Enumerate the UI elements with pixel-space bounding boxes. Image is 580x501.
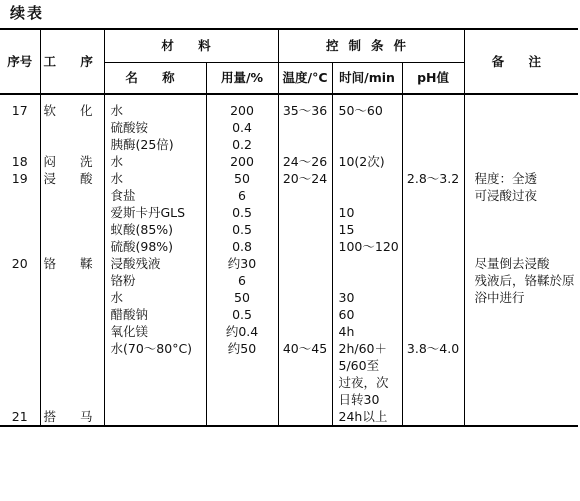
cell-seq (0, 357, 40, 374)
cell-dosage: 6 (206, 272, 278, 289)
process-table (0, 28, 578, 427)
cell-process (40, 238, 104, 255)
cell-ph (402, 408, 464, 426)
table-row (0, 323, 578, 340)
table-row (0, 408, 578, 426)
cell-note (464, 374, 578, 391)
cell-temperature (278, 119, 332, 136)
cell-dosage (206, 374, 278, 391)
cell-note (464, 102, 578, 119)
cell-time: 60 (332, 306, 402, 323)
cell-process (40, 306, 104, 323)
cell-material-name: 水 (104, 102, 206, 119)
cell-temperature (278, 238, 332, 255)
cell-material-name: 水 (104, 153, 206, 170)
cell-process (40, 374, 104, 391)
cell-seq (0, 238, 40, 255)
cell-process: 闷 洗 (40, 153, 104, 170)
cell-dosage: 约0.4 (206, 323, 278, 340)
cell-process (40, 136, 104, 153)
cell-temperature (278, 255, 332, 272)
cell-note: 可浸酸过夜 (464, 187, 578, 204)
cell-ph (402, 187, 464, 204)
cell-material-name: 爱斯卡丹GLS (104, 204, 206, 221)
header-name: 名 称 (104, 63, 206, 95)
cell-seq (0, 221, 40, 238)
cell-process: 搭 马 (40, 408, 104, 426)
cell-time: 10(2次) (332, 153, 402, 170)
cell-time (332, 119, 402, 136)
cell-material-name: 硫酸(98%) (104, 238, 206, 255)
cell-seq (0, 187, 40, 204)
cell-material-name: 硫酸铵 (104, 119, 206, 136)
header-time: 时间/min (332, 63, 402, 95)
cell-time: 24h以上 (332, 408, 402, 426)
cell-material-name: 水(70～80°C) (104, 340, 206, 357)
table-row (0, 255, 578, 272)
header-ph: pH值 (402, 63, 464, 95)
cell-process (40, 221, 104, 238)
cell-temperature (278, 408, 332, 426)
cell-time (332, 255, 402, 272)
cell-dosage: 约30 (206, 255, 278, 272)
cell-dosage: 200 (206, 102, 278, 119)
cell-dosage (206, 408, 278, 426)
cell-time: 过夜，次 (332, 374, 402, 391)
cell-note (464, 221, 578, 238)
cell-material-name: 铬粉 (104, 272, 206, 289)
cell-process (40, 391, 104, 408)
cell-dosage: 6 (206, 187, 278, 204)
cell-time: 50～60 (332, 102, 402, 119)
cell-temperature (278, 289, 332, 306)
cell-process: 铬 鞣 (40, 255, 104, 272)
cell-seq: 17 (11, 103, 28, 118)
cell-ph (402, 272, 464, 289)
cell-note (464, 119, 578, 136)
cell-dosage: 0.5 (206, 306, 278, 323)
cell-temperature: 40～45 (278, 340, 332, 357)
cell-ph (402, 357, 464, 374)
cell-dosage: 约50 (206, 340, 278, 357)
cell-material-name: 蚁酸(85%) (104, 221, 206, 238)
header-dosage: 用量/% (206, 63, 278, 95)
cell-ph (402, 153, 464, 170)
cell-process (40, 357, 104, 374)
cell-seq (0, 340, 40, 357)
cell-material-name: 水 (104, 170, 206, 187)
cell-dosage: 0.5 (206, 204, 278, 221)
cell-note (464, 306, 578, 323)
cell-ph (402, 391, 464, 408)
cell-ph: 3.8～4.0 (402, 340, 464, 357)
cell-ph (402, 136, 464, 153)
cell-process (40, 323, 104, 340)
cell-process: 浸 酸 (40, 170, 104, 187)
cell-dosage: 0.4 (206, 119, 278, 136)
cell-note (464, 340, 578, 357)
table-row (0, 136, 578, 153)
header-seq: 序号 (0, 29, 40, 94)
cell-time: 15 (332, 221, 402, 238)
cell-dosage: 0.2 (206, 136, 278, 153)
cell-ph (402, 374, 464, 391)
cell-seq (0, 391, 40, 408)
cell-ph (402, 119, 464, 136)
cell-material-name (104, 374, 206, 391)
cell-seq (0, 136, 40, 153)
cell-time (332, 170, 402, 187)
cell-note: 浴中进行 (464, 289, 578, 306)
table-row (0, 374, 578, 391)
cell-material-name: 醋酸钠 (104, 306, 206, 323)
table-row (0, 340, 578, 357)
cell-material-name: 浸酸残液 (104, 255, 206, 272)
cell-dosage: 50 (206, 289, 278, 306)
cell-material-name: 水 (104, 289, 206, 306)
cell-dosage: 50 (206, 170, 278, 187)
cell-temperature (278, 187, 332, 204)
cell-temperature: 24～26 (278, 153, 332, 170)
cell-dosage: 200 (206, 153, 278, 170)
table-row (0, 289, 578, 306)
table-row (0, 204, 578, 221)
cell-note (464, 238, 578, 255)
cell-note (464, 204, 578, 221)
cell-ph (402, 289, 464, 306)
cell-time: 4h (332, 323, 402, 340)
header-temp: 温度/°C (278, 63, 332, 95)
cell-time: 日转30 (332, 391, 402, 408)
cell-temperature (278, 357, 332, 374)
header-control: 控制条件 (278, 29, 464, 63)
table-row (0, 357, 578, 374)
cell-material-name: 氧化镁 (104, 323, 206, 340)
cell-seq (0, 374, 40, 391)
table-row (0, 221, 578, 238)
cell-time: 2h/60＋ (332, 340, 402, 357)
cell-process (40, 340, 104, 357)
cell-temperature (278, 204, 332, 221)
cell-dosage (206, 357, 278, 374)
cell-time: 30 (332, 289, 402, 306)
cell-seq (0, 204, 40, 221)
cell-ph (402, 323, 464, 340)
header-process: 工 序 (40, 29, 104, 94)
cell-time: 10 (332, 204, 402, 221)
cell-material-name (104, 408, 206, 426)
header-note: 备 注 (464, 29, 578, 94)
table-row (0, 119, 578, 136)
cell-seq: 19 (11, 171, 28, 186)
cell-temperature (278, 221, 332, 238)
cell-seq (0, 272, 40, 289)
cell-ph (402, 204, 464, 221)
header-materials: 材 料 (104, 29, 278, 63)
cell-temperature: 20～24 (278, 170, 332, 187)
cell-temperature (278, 306, 332, 323)
table-row (0, 391, 578, 408)
cell-note (464, 357, 578, 374)
cell-temperature (278, 323, 332, 340)
cell-ph (402, 221, 464, 238)
cell-temperature (278, 272, 332, 289)
cell-seq: 18 (11, 154, 28, 169)
cell-note (464, 408, 578, 426)
cell-process: 软 化 (40, 102, 104, 119)
cell-ph: 2.8～3.2 (402, 170, 464, 187)
cell-seq (0, 289, 40, 306)
cell-ph (402, 238, 464, 255)
cell-note (464, 323, 578, 340)
cell-temperature (278, 391, 332, 408)
cell-ph (402, 306, 464, 323)
cell-material-name: 胰酶(25倍) (104, 136, 206, 153)
cell-seq: 21 (0, 408, 40, 426)
table-row (0, 238, 578, 255)
cell-dosage: 0.8 (206, 238, 278, 255)
cell-time: 5/60至 (332, 357, 402, 374)
cell-seq: 20 (11, 256, 28, 271)
cell-process (40, 289, 104, 306)
table-row (0, 153, 578, 170)
cell-process (40, 272, 104, 289)
cell-process (40, 204, 104, 221)
cell-time: 100～120 (332, 238, 402, 255)
cell-note: 程度：全透 (464, 170, 578, 187)
cell-temperature (278, 374, 332, 391)
table-row (0, 306, 578, 323)
cell-temperature (278, 136, 332, 153)
cell-dosage: 0.5 (206, 221, 278, 238)
cell-note (464, 153, 578, 170)
cell-time (332, 136, 402, 153)
cell-ph (402, 255, 464, 272)
cell-time (332, 272, 402, 289)
cell-ph (402, 102, 464, 119)
cell-dosage (206, 391, 278, 408)
cell-material-name (104, 357, 206, 374)
cell-temperature: 35～36 (278, 102, 332, 119)
cell-process (40, 119, 104, 136)
cell-seq (0, 323, 40, 340)
cell-note (464, 391, 578, 408)
cell-material-name: 食盐 (104, 187, 206, 204)
cell-seq (0, 306, 40, 323)
table-caption: 续表 (10, 4, 45, 22)
cell-note: 残液后，铬鞣於原 (464, 272, 578, 289)
cell-note: 尽量倒去浸酸 (464, 255, 578, 272)
cell-seq (0, 119, 40, 136)
cell-material-name (104, 391, 206, 408)
table-row (0, 272, 578, 289)
table-row (0, 187, 578, 204)
table-row (0, 102, 578, 119)
cell-time (332, 187, 402, 204)
table-row (0, 170, 578, 187)
cell-process (40, 187, 104, 204)
cell-note (464, 136, 578, 153)
